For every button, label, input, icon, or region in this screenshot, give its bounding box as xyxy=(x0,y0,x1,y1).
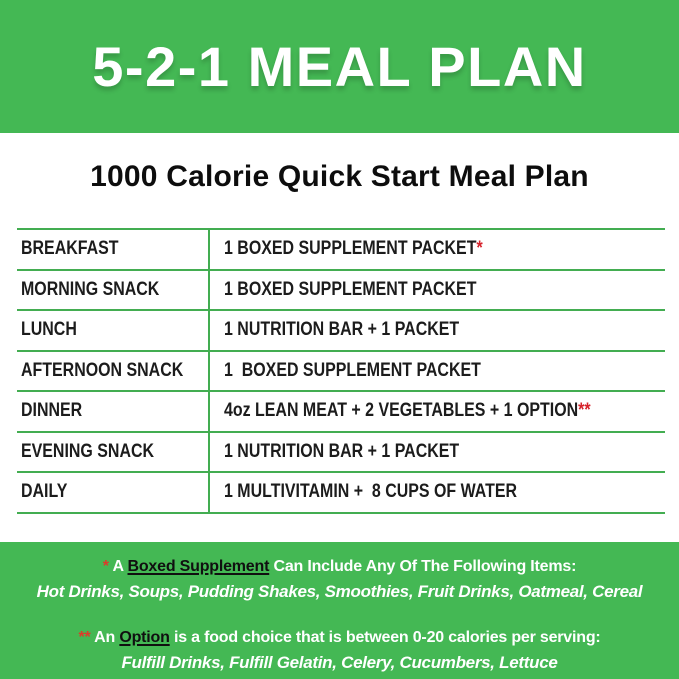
table-row-breakfast xyxy=(17,228,665,269)
meal-label: LUNCH xyxy=(21,319,77,341)
meal-label-cell xyxy=(17,433,210,472)
note-term-option: Option xyxy=(119,629,170,646)
plan-heading: 1000 Calorie Quick Start Meal Plan xyxy=(90,160,589,193)
table-row-afternoon-snack xyxy=(17,350,665,391)
meal-label-cell xyxy=(17,352,210,391)
note-option-items: Fulfill Drinks, Fulfill Gelatin, Celery, Cucumbers, Lettuce xyxy=(121,653,558,672)
meal-label-cell xyxy=(17,392,210,431)
note-lead: An xyxy=(94,629,116,646)
meal-value: 1 NUTRITION BAR + 1 PACKET xyxy=(224,319,460,341)
header-banner xyxy=(0,0,679,133)
asterisk-marker: * xyxy=(102,558,109,575)
table-row-dinner xyxy=(17,390,665,431)
note-text: is a food choice that is between 0-20 calories per serving: xyxy=(173,629,601,646)
footnote-marker: ** xyxy=(578,400,591,422)
footnote-marker: * xyxy=(476,238,483,260)
meal-label: DAILY xyxy=(21,481,68,503)
meal-label: DINNER xyxy=(21,400,83,422)
meal-label-cell xyxy=(17,230,210,269)
note-lead: A xyxy=(112,558,124,575)
meal-label-cell xyxy=(17,473,210,512)
note-text: Can Include Any Of The Following Items: xyxy=(273,558,577,575)
meal-value-cell xyxy=(210,473,665,512)
meal-value-cell xyxy=(210,433,665,472)
meal-label: AFTERNOON SNACK xyxy=(21,359,184,381)
meal-value-cell xyxy=(210,352,665,391)
table-row-daily xyxy=(17,471,665,512)
meal-value: 1 BOXED SUPPLEMENT PACKET xyxy=(224,359,481,381)
meal-value-cell xyxy=(210,392,665,431)
page-title: 5-2-1 MEAL PLAN xyxy=(92,35,587,98)
meal-value: 1 BOXED SUPPLEMENT PACKET xyxy=(224,278,477,300)
note-boxed-supplement-items: Hot Drinks, Soups, Pudding Shakes, Smoothies, Fruit Drinks, Oatmeal, Cereal xyxy=(36,582,643,601)
meal-label-cell xyxy=(17,311,210,350)
meal-value: 4oz LEAN MEAT + 2 VEGETABLES + 1 OPTION xyxy=(224,400,579,422)
footer-notes xyxy=(0,542,679,679)
table-row-morning-snack xyxy=(17,269,665,310)
note-option xyxy=(0,625,679,650)
table-row-lunch xyxy=(17,309,665,350)
meal-value: 1 MULTIVITAMIN + 8 CUPS OF WATER xyxy=(224,481,518,503)
meal-value: 1 NUTRITION BAR + 1 PACKET xyxy=(224,440,460,462)
meal-value-cell xyxy=(210,311,665,350)
meal-label: BREAKFAST xyxy=(21,238,119,260)
meal-value-cell xyxy=(210,271,665,310)
note-term-boxed-supplement: Boxed Supplement xyxy=(127,558,270,575)
meal-label: EVENING SNACK xyxy=(21,440,155,462)
meal-label-cell xyxy=(17,271,210,310)
meal-label: MORNING SNACK xyxy=(21,278,160,300)
note-boxed-supplement xyxy=(0,554,679,579)
meal-table xyxy=(17,228,665,514)
double-asterisk-marker: ** xyxy=(78,629,91,646)
meal-value-cell xyxy=(210,230,665,269)
meal-value: 1 BOXED SUPPLEMENT PACKET xyxy=(224,238,477,260)
table-row-evening-snack xyxy=(17,431,665,472)
